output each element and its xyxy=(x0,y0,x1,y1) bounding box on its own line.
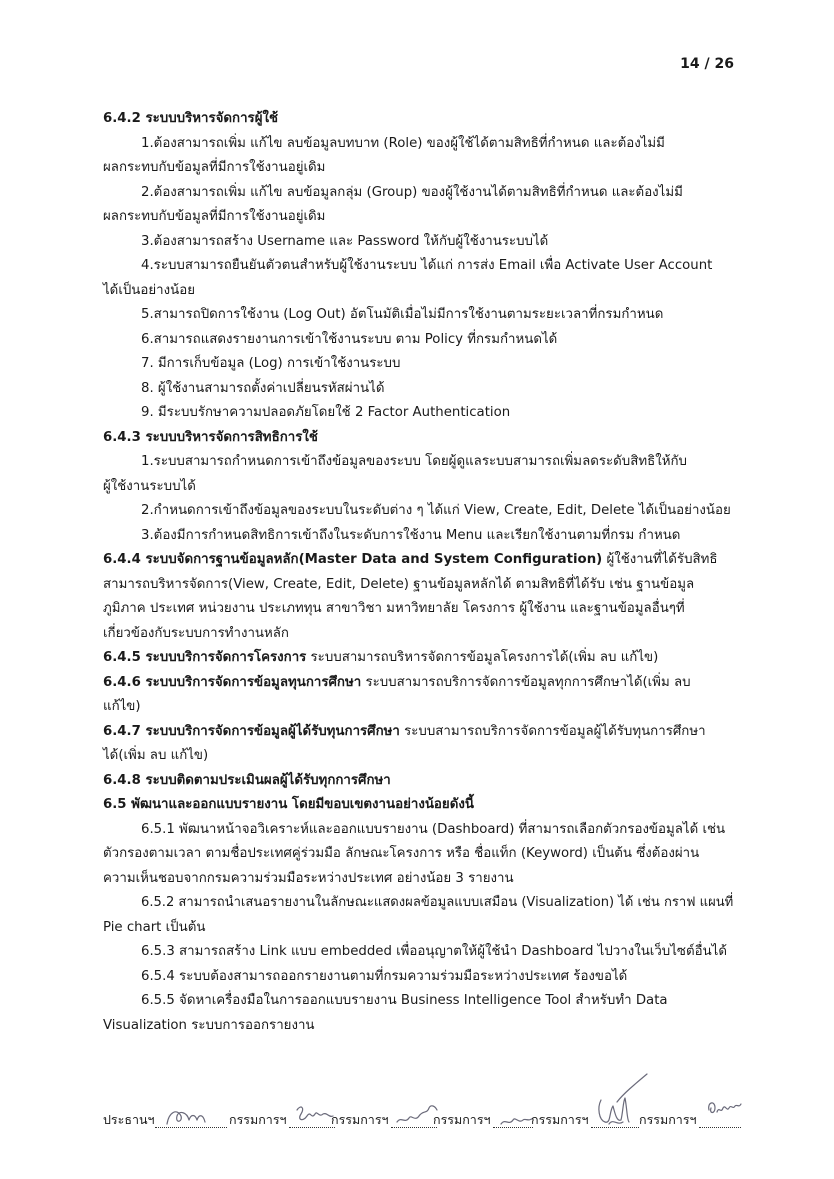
paragraph-text: ผู้ใช้งานที่ได้รับสิทธิ xyxy=(602,552,718,567)
text-line xyxy=(141,527,680,545)
text-line xyxy=(103,159,325,177)
paragraph-text: 8. ผู้ใช้งานสามารถตั้งค่าเปลี่ยนรหัสผ่านได้ xyxy=(141,380,385,396)
signature-block-member-1 xyxy=(229,1092,339,1136)
section-heading: 6.4.7 ระบบบริการจัดการข้อมูลผู้ได้รับทุนการศึกษา xyxy=(103,723,400,739)
section-heading: 6.4.3 ระบบบริหารจัดการสิทธิการใช้ xyxy=(103,429,318,445)
text-line xyxy=(103,282,195,300)
text-line xyxy=(103,429,318,447)
text-line xyxy=(103,845,699,863)
handwritten-signature xyxy=(703,1096,743,1130)
text-line xyxy=(141,184,683,202)
text-line xyxy=(103,674,691,692)
paragraph-text: ผลกระทบกับข้อมูลที่มีการใช้งานอยู่เดิม xyxy=(103,160,326,175)
paragraph-text: ได้(เพิ่ม ลบ แก้ไข) xyxy=(103,748,209,763)
paragraph-text: เกี่ยวข้องกับระบบการทำงานหลัก xyxy=(103,625,289,641)
text-line xyxy=(141,502,731,520)
section-heading: 6.4.6 ระบบบริการจัดการข้อมูลทุนการศึกษา xyxy=(103,674,362,690)
paragraph-text: 2.ต้องสามารถเพิ่ม แก้ไข ลบข้อมูลกลุ่ม (Group) ของผู้ใช้งานได้ตามสิทธิที่กำหนด และต้องไม่มี xyxy=(141,184,683,200)
section-heading: 6.4.8 ระบบติดตามประเมินผลผู้ได้รับทุกการศึกษา xyxy=(103,772,391,788)
signature-block-chairman xyxy=(103,1092,243,1136)
paragraph-text: 6.สามารถแสดงรายงานการเข้าใช้งานระบบ ตาม Policy ที่กรมกำหนดได้ xyxy=(141,331,558,347)
text-line xyxy=(141,968,627,986)
paragraph-text: 7. มีการเก็บข้อมูล (Log) การเข้าใช้งานระบบ xyxy=(141,356,401,371)
signature-label: กรรมการฯ xyxy=(639,1112,697,1127)
text-line xyxy=(141,404,510,422)
section-heading: 6.4.5 ระบบบริการจัดการโครงการ xyxy=(103,650,307,665)
signature-label: กรรมการฯ xyxy=(331,1112,389,1127)
signature-block-member-4 xyxy=(531,1092,643,1136)
signature-label: กรรมการฯ xyxy=(229,1112,287,1127)
paragraph-text: 6.5.4 ระบบต้องสามารถออกรายงานตามที่กรมความร่วมมือระหว่างประเทศ ร้องขอได้ xyxy=(141,968,628,984)
text-line xyxy=(103,723,706,741)
paragraph-text: 2.กำหนดการเข้าถึงข้อมูลของระบบในระดับต่าง ๆ ได้แก่ View, Create, Edit, Delete ได้เป็นอย่างน้อย xyxy=(141,503,731,518)
text-line xyxy=(141,257,712,275)
section-heading: 6.4.2 ระบบบริหารจัดการผู้ใช้ xyxy=(103,111,279,126)
paragraph-text: ได้เป็นอย่างน้อย xyxy=(103,282,196,298)
signature-row xyxy=(103,1092,743,1136)
text-line xyxy=(103,649,658,667)
paragraph-text: 9. มีระบบรักษาความปลอดภัยโดยใช้ 2 Factor Authentication xyxy=(141,405,511,420)
text-line xyxy=(141,992,668,1010)
text-line xyxy=(141,453,687,471)
handwritten-signature xyxy=(163,1102,209,1130)
text-line xyxy=(141,135,665,153)
signature-label: กรรมการฯ xyxy=(433,1112,491,1127)
signature-block-member-3 xyxy=(433,1092,537,1136)
paragraph-text: 6.5.5 จัดหาเครื่องมือในการออกแบบรายงาน Business Intelligence Tool สำหรับทำ Data xyxy=(141,993,668,1008)
text-line xyxy=(103,772,391,790)
text-line xyxy=(103,551,718,569)
paragraph-text: 4.ระบบสามารถยืนยันตัวตนสำหรับผู้ใช้งานระบบ ได้แก่ การส่ง Email เพื่อ Activate User Account xyxy=(141,258,713,273)
paragraph-text: ผลกระทบกับข้อมูลที่มีการใช้งานอยู่เดิม xyxy=(103,209,326,224)
paragraph-text: ความเห็นชอบจากกรมความร่วมมือระหว่างประเทศ อย่างน้อย 3 รายงาน xyxy=(103,870,514,886)
paragraph-text: ระบบสามารถบริหารจัดการข้อมูลโครงการได้(เพิ่ม ลบ แก้ไข) xyxy=(306,650,659,665)
signature-label: กรรมการฯ xyxy=(531,1112,589,1127)
text-line xyxy=(103,747,208,765)
text-line xyxy=(103,919,205,937)
text-line xyxy=(141,355,400,373)
paragraph-text: 6.5.2 สามารถนำเสนอรายงานในลักษณะแสดงผลข้อมูลแบบเสมือน (Visualization) ได้ เช่น กราฟ แผนที่ xyxy=(141,895,734,910)
text-line xyxy=(103,208,325,226)
text-line xyxy=(103,698,141,716)
text-line xyxy=(141,943,727,961)
text-line xyxy=(141,331,557,349)
paragraph-text: 1.ระบบสามารถกำหนดการเข้าถึงข้อมูลของระบบ โดยผู้ดูแลระบบสามารถเพิ่มลดระดับสิทธิให้กับ xyxy=(141,454,687,469)
text-line xyxy=(103,600,685,618)
signature-block-member-5 xyxy=(639,1092,743,1136)
paragraph-text: สามารถบริหารจัดการ(View, Create, Edit, Delete) ฐานข้อมูลหลักได้ ตามสิทธิที่ได้รับ เช่น ฐานข้อมูล xyxy=(103,576,695,592)
paragraph-text: 6.5.1 พัฒนาหน้าจอวิเคราะห์และออกแบบรายงาน (Dashboard) ที่สามารถเลือกตัวกรองข้อมูลได้ เช่น xyxy=(141,821,726,837)
text-line xyxy=(141,821,725,839)
paragraph-text: 6.5.3 สามารถสร้าง Link แบบ embedded เพื่ออนุญาตให้ผู้ใช้นำ Dashboard ไปวางในเว็บไซต์อื่นได้ xyxy=(141,944,727,959)
paragraph-text: Pie chart เป็นต้น xyxy=(103,919,206,935)
text-line xyxy=(141,380,384,398)
paragraph-text: 3.ต้องสามารถสร้าง Username และ Password ให้กับผู้ใช้งานระบบได้ xyxy=(141,233,549,249)
signature-label-chairman: ประธานฯ xyxy=(103,1112,155,1127)
paragraph-text: ตัวกรองตามเวลา ตามชื่อประเทศคู่ร่วมมือ ลักษณะโครงการ หรือ ชื่อแท็ก (Keyword) เป็นต้น ซึ่งต้องผ่าน xyxy=(103,846,700,861)
paragraph-text: 5.สามารถปิดการใช้งาน (Log Out) อัตโนมัติเมื่อไม่มีการใช้งานตามระยะเวลาที่กรมกำหนด xyxy=(141,307,664,322)
text-line xyxy=(103,110,278,128)
paragraph-text: ระบบสามารถบริการจัดการข้อมูลผู้ได้รับทุนการศึกษา xyxy=(399,723,706,739)
paragraph-text: ระบบสามารถบริการจัดการข้อมูลทุกการศึกษาได้(เพิ่ม ลบ xyxy=(361,674,691,690)
paragraph-text: Visualization ระบบการออกรายงาน xyxy=(103,1017,315,1033)
paragraph-text: แก้ไข) xyxy=(103,699,141,714)
section-heading: 6.4.4 ระบบจัดการฐานข้อมูลหลัก(Master Data and System Configuration) xyxy=(103,552,603,567)
text-line xyxy=(103,625,289,643)
paragraph-text: 1.ต้องสามารถเพิ่ม แก้ไข ลบข้อมูลบทบาท (Role) ของผู้ใช้ได้ตามสิทธิที่กำหนด และต้องไม่มี xyxy=(141,135,665,151)
text-line xyxy=(141,306,663,324)
paragraph-text: ผู้ใช้งานระบบได้ xyxy=(103,478,196,494)
section-heading: 6.5 พัฒนาและออกแบบรายงาน โดยมีขอบเขตงานอย่างน้อยดังนี้ xyxy=(103,797,474,812)
text-line xyxy=(103,576,694,594)
text-line xyxy=(103,1017,315,1035)
paragraph-text: ภูมิภาค ประเทศ หน่วยงาน ประเภททุน สาขาวิชา มหาวิทยาลัย โครงการ ผู้ใช้งาน และฐานข้อมูลอื่นๆที่ xyxy=(103,601,685,616)
text-line xyxy=(103,796,474,814)
text-line xyxy=(141,233,548,251)
page-number: 14 / 26 xyxy=(680,56,734,72)
text-line xyxy=(103,478,196,496)
paragraph-text: 3.ต้องมีการกำหนดสิทธิการเข้าถึงในระดับการใช้งาน Menu และเรียกใช้งานตามที่กรม กำหนด xyxy=(141,527,681,543)
signature-block-member-2 xyxy=(331,1092,441,1136)
text-line xyxy=(103,870,514,888)
text-line xyxy=(141,894,733,912)
